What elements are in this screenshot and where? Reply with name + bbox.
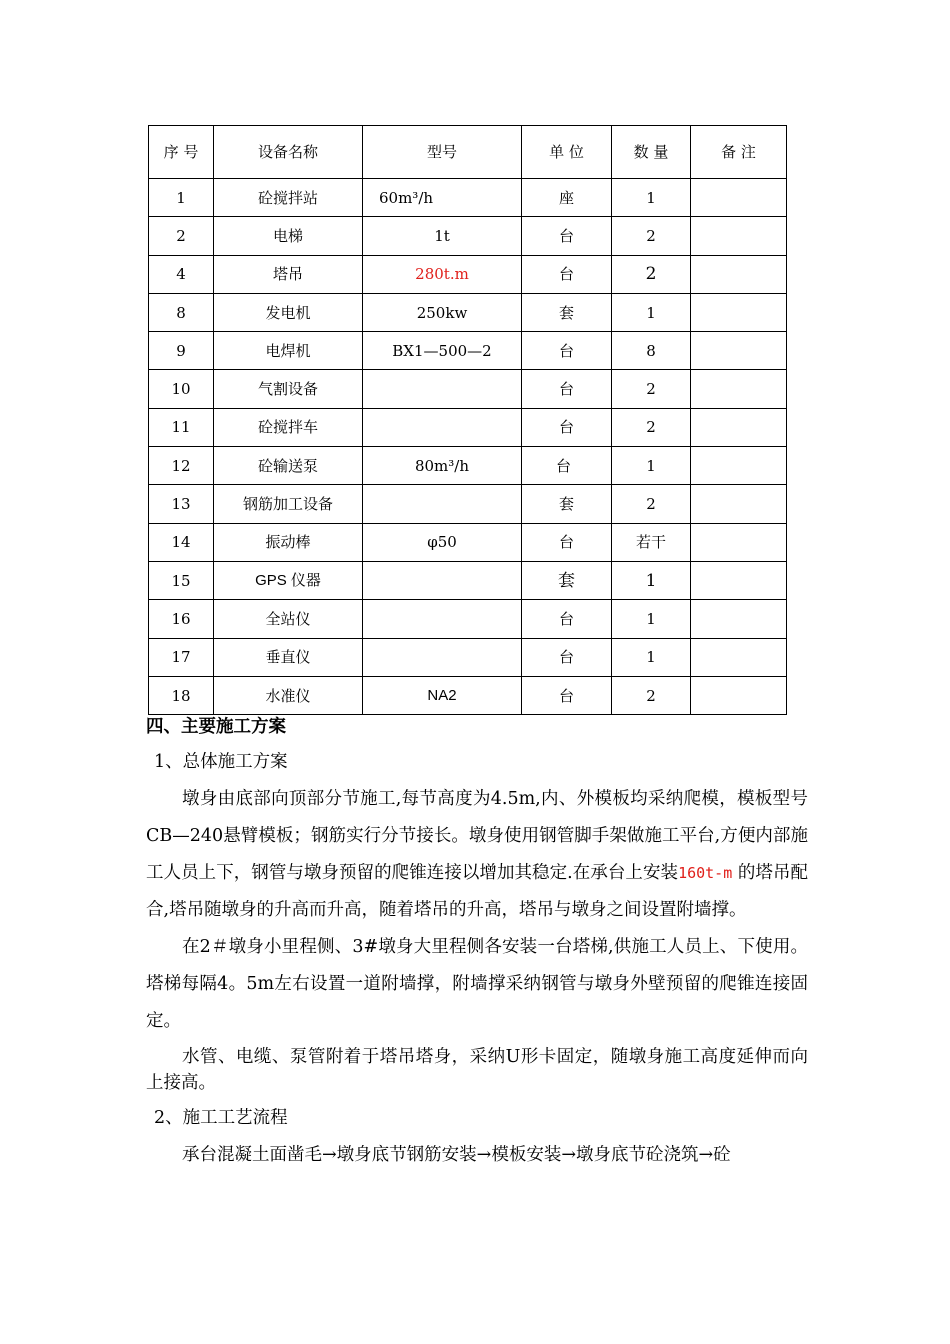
cell-unit: 台 bbox=[522, 332, 612, 370]
cell-model: φ50 bbox=[363, 523, 522, 561]
cell-note bbox=[691, 217, 787, 255]
cell-no: 9 bbox=[149, 332, 214, 370]
cell-qty: 2 bbox=[612, 676, 691, 714]
header-model: 型号 bbox=[363, 126, 522, 179]
cell-model: 60m³/h bbox=[363, 179, 522, 217]
table-row bbox=[149, 600, 787, 638]
paragraph-pipes-cables: 水管、电缆、泵管附着于塔吊塔身，采纳U形卡固定，随墩身施工高度延伸而向上接高。 bbox=[146, 1047, 808, 1093]
cell-model bbox=[363, 600, 522, 638]
paragraph-tower-ladder: 在2＃墩身小里程侧、3#墩身大里程侧各安装一台塔梯,供施工人员上、下使用。塔梯每隔4。5m左右设置一道附墙撑，附墙撑采纳钢管与墩身外壁预留的爬锥连接固定。 bbox=[146, 937, 808, 1031]
cell-note bbox=[691, 523, 787, 561]
cell-name: 水准仪 bbox=[214, 676, 363, 714]
cell-name: 全站仪 bbox=[214, 600, 363, 638]
table-row bbox=[149, 523, 787, 561]
cell-note bbox=[691, 638, 787, 676]
cell-no: 17 bbox=[149, 638, 214, 676]
cell-name: 砼搅拌车 bbox=[214, 408, 363, 446]
cell-unit: 台 bbox=[522, 408, 612, 446]
cell-unit: 套 bbox=[522, 561, 612, 599]
cell-no: 4 bbox=[149, 255, 214, 293]
cell-model bbox=[363, 485, 522, 523]
table-row bbox=[149, 332, 787, 370]
cell-qty: 1 bbox=[612, 179, 691, 217]
table-row bbox=[149, 370, 787, 408]
cell-unit: 台 bbox=[522, 676, 612, 714]
cell-qty: 1 bbox=[612, 600, 691, 638]
cell-qty: 2 bbox=[612, 217, 691, 255]
cell-name: 发电机 bbox=[214, 293, 363, 331]
header-qty: 数 量 bbox=[612, 126, 691, 179]
cell-unit: 座 bbox=[522, 179, 612, 217]
section-heading: 四、主要施工方案 bbox=[146, 717, 286, 737]
cell-unit: 台 bbox=[522, 217, 612, 255]
header-note: 备 注 bbox=[691, 126, 787, 179]
cell-note bbox=[691, 332, 787, 370]
paragraph-pier-construction bbox=[146, 781, 808, 929]
cell-model: 250kw bbox=[363, 293, 522, 331]
cell-note bbox=[691, 447, 787, 485]
cell-no: 12 bbox=[149, 447, 214, 485]
cell-unit: 台 bbox=[522, 255, 612, 293]
cell-name: 垂直仪 bbox=[214, 638, 363, 676]
cell-note bbox=[691, 293, 787, 331]
cell-model bbox=[363, 561, 522, 599]
cell-model: NA2 bbox=[363, 676, 522, 714]
cell-name: 振动棒 bbox=[214, 523, 363, 561]
cell-note bbox=[691, 408, 787, 446]
cell-note bbox=[691, 561, 787, 599]
cell-note bbox=[691, 485, 787, 523]
cell-qty: 1 bbox=[612, 293, 691, 331]
cell-no: 15 bbox=[149, 561, 214, 599]
cell-unit: 套 bbox=[522, 485, 612, 523]
cell-qty: 1 bbox=[612, 561, 691, 599]
cell-qty: 2 bbox=[612, 255, 691, 293]
cell-unit: 台 bbox=[522, 600, 612, 638]
cell-no: 14 bbox=[149, 523, 214, 561]
cell-name: 气割设备 bbox=[214, 370, 363, 408]
cell-name: 电梯 bbox=[214, 217, 363, 255]
cell-unit: 台 bbox=[522, 523, 612, 561]
cell-no: 8 bbox=[149, 293, 214, 331]
table-row bbox=[149, 561, 787, 599]
cell-unit: 台 bbox=[522, 447, 612, 485]
cell-qty: 8 bbox=[612, 332, 691, 370]
cell-name: 砼输送泵 bbox=[214, 447, 363, 485]
cell-unit: 台 bbox=[522, 370, 612, 408]
header-unit: 单 位 bbox=[522, 126, 612, 179]
cell-no: 18 bbox=[149, 676, 214, 714]
cell-model bbox=[363, 638, 522, 676]
cell-unit: 套 bbox=[522, 293, 612, 331]
table-row bbox=[149, 638, 787, 676]
cell-no: 11 bbox=[149, 408, 214, 446]
crane-capacity-highlight: 160t-m bbox=[678, 864, 733, 882]
cell-model bbox=[363, 370, 522, 408]
cell-qty: 2 bbox=[612, 408, 691, 446]
construction-plan-section bbox=[146, 710, 808, 1174]
table-row bbox=[149, 447, 787, 485]
table-row bbox=[149, 676, 787, 714]
cell-no: 13 bbox=[149, 485, 214, 523]
cell-qty: 2 bbox=[612, 485, 691, 523]
cell-name: 砼搅拌站 bbox=[214, 179, 363, 217]
cell-no: 2 bbox=[149, 217, 214, 255]
cell-note bbox=[691, 370, 787, 408]
cell-name: GPS 仪器 bbox=[214, 561, 363, 599]
table-row bbox=[149, 179, 787, 217]
cell-model: 1t bbox=[363, 217, 522, 255]
cell-name: 钢筋加工设备 bbox=[214, 485, 363, 523]
cell-qty: 1 bbox=[612, 447, 691, 485]
cell-no: 16 bbox=[149, 600, 214, 638]
table-row bbox=[149, 293, 787, 331]
cell-note bbox=[691, 600, 787, 638]
cell-no: 1 bbox=[149, 179, 214, 217]
table-row bbox=[149, 485, 787, 523]
paragraph-text: 的塔吊配合,塔吊随墩身的升高而升高，随着塔吊的升高，塔吊与墩身之间设置附墙撑。 bbox=[146, 863, 809, 920]
cell-qty: 若干 bbox=[612, 523, 691, 561]
table-header-row bbox=[149, 126, 787, 179]
cell-name: 电焊机 bbox=[214, 332, 363, 370]
table-row bbox=[149, 217, 787, 255]
cell-model-highlighted: 280t.m bbox=[363, 255, 522, 293]
paragraph-process-flow: 承台混凝土面凿毛→墩身底节钢筋安装→模板安装→墩身底节砼浇筑→砼 bbox=[182, 1145, 731, 1165]
cell-qty: 1 bbox=[612, 638, 691, 676]
table-row bbox=[149, 408, 787, 446]
equipment-table bbox=[148, 125, 787, 715]
header-name: 设备名称 bbox=[214, 126, 363, 179]
cell-no: 10 bbox=[149, 370, 214, 408]
cell-note bbox=[691, 676, 787, 714]
cell-model bbox=[363, 408, 522, 446]
cell-note bbox=[691, 179, 787, 217]
cell-note bbox=[691, 255, 787, 293]
subsection-title-overall-plan: 1、总体施工方案 bbox=[154, 752, 288, 772]
cell-name: 塔吊 bbox=[214, 255, 363, 293]
subsection-title-process-flow: 2、施工工艺流程 bbox=[154, 1108, 288, 1128]
table-row bbox=[149, 255, 787, 293]
paragraph-text: 墩身由底部向顶部分节施工,每节高度为4.5m,内、外模板均采纳爬模，模板型号CB—240悬臂模板；钢筋实行分节接长。墩身使用钢管脚手架做施工平台,方便内部施工人员上下，钢管与墩身预留的爬锥连接以增加其稳定.在承台上安装 bbox=[146, 789, 808, 883]
cell-qty: 2 bbox=[612, 370, 691, 408]
cell-unit: 台 bbox=[522, 638, 612, 676]
header-no: 序 号 bbox=[149, 126, 214, 179]
cell-model: BX1—500—2 bbox=[363, 332, 522, 370]
cell-model: 80m³/h bbox=[363, 447, 522, 485]
